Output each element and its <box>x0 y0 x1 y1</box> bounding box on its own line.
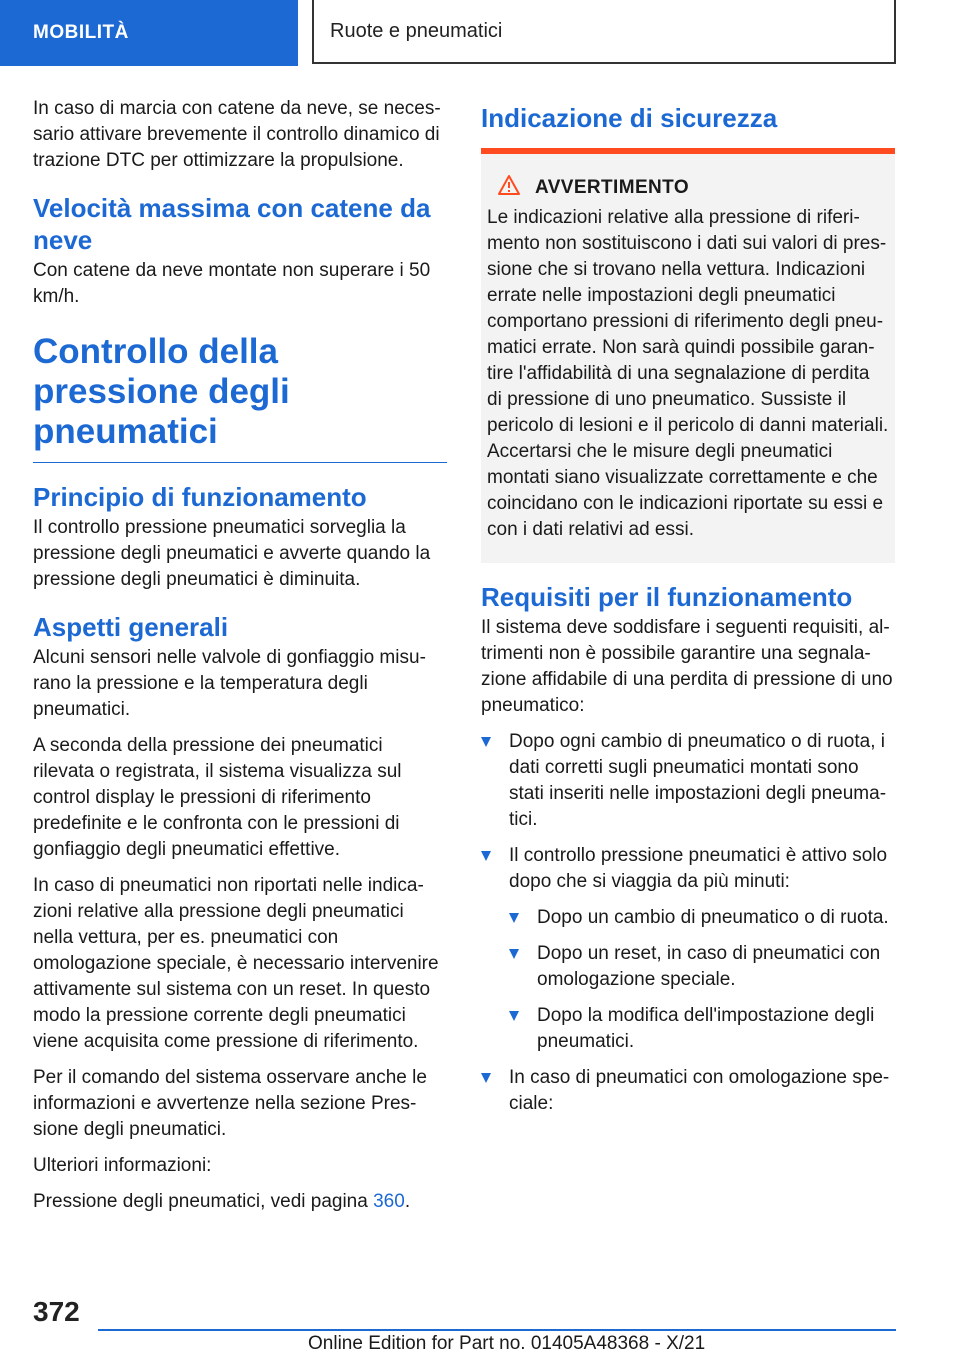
triangle-bullet-icon <box>509 913 519 923</box>
principle-paragraph: Il controllo pressione pneumatici sorveglia la pressione degli pneumatici e avverte quando la pressione degli pneumatici è diminuita. <box>33 517 431 590</box>
sub-list-item <box>509 905 895 931</box>
list-item-text: In caso di pneumatici con omologazione speciale: <box>509 1067 890 1114</box>
requirements-list <box>481 729 895 1117</box>
general-paragraph-2: A seconda della pressione dei pneumatici rilevata o registrata, il sistema visualizza sul control display le pressioni di riferimento predefinite e le confronta con le pressioni di gonfiaggio degli pneumatici effettive. <box>33 735 402 860</box>
reference-prefix: Pressione degli pneumatici, vedi pagina <box>33 1191 374 1212</box>
heading-general: Aspetti generali <box>33 612 229 642</box>
list-item <box>481 843 895 1055</box>
intro-paragraph: In caso di marcia con catene da neve, se necessario attivare brevemente il controllo dinamico di trazione DTC per ottimizzare la propulsione. <box>33 98 441 171</box>
heading-principle: Principio di funzionamento <box>33 482 367 512</box>
triangle-bullet-icon <box>481 1073 491 1083</box>
warning-box <box>481 148 895 563</box>
sub-list-item-text: Dopo la modifica dell'impostazione degli pneumatici. <box>537 1005 875 1052</box>
sub-list-item <box>509 1003 895 1055</box>
triangle-bullet-icon <box>509 1011 519 1021</box>
warning-text: Le indicazioni relative alla pressione di riferimento non sostituiscono i dati sui valori di pressione che si trovano nella vettura. Indicazioni errate nelle impostazioni degli pneumatici comportano pressioni di riferimento degli pneumatici errate. Non sarà quindi possibile garantire l'affidabilità di una segnalazione di perdita di pressione di uno pneumatico. Sussiste il pericolo di lesioni e il pericolo di danni materiali. Accertarsi che le misure degli pneumatici montati siano visualizzate correttamente e che coincidano con le indicazioni riportate su essi e con i dati relativi ad essi. <box>487 207 889 540</box>
heading-safety: Indicazione di sicurezza <box>481 103 778 133</box>
list-item-text: Dopo ogni cambio di pneumatico o di ruota, i dati corretti sugli pneumatici montati sono stati inseriti nelle impostazioni degli pneumatici. <box>509 731 887 830</box>
chapter-heading: Controllo della pressione degli pneumatici <box>33 332 447 463</box>
triangle-bullet-icon <box>509 949 519 959</box>
reference-paragraph <box>33 1189 447 1215</box>
more-info-label: Ulteriori informazioni: <box>33 1155 212 1176</box>
heading-max-speed: Velocità massima con catene da neve <box>33 193 431 255</box>
section-tab <box>0 0 298 66</box>
warning-title: AVVERTIMENTO <box>535 176 689 198</box>
section-title: MOBILITÀ <box>33 22 129 43</box>
general-paragraph-4: Per il comando del sistema osservare anche le informazioni e avvertenze nella sezione Pressione degli pneumatici. <box>33 1067 427 1140</box>
sub-list-item-text: Dopo un reset, in caso di pneumatici con omologazione speciale. <box>537 943 881 990</box>
footer-edition: Online Edition for Part no. 01405A48368 - X/21 <box>308 1333 706 1354</box>
max-speed-paragraph: Con catene da neve montate non superare i 50 km/h. <box>33 260 431 307</box>
list-item-text: Il controllo pressione pneumatici è attivo solo dopo che si viaggia da più minuti: <box>509 845 888 892</box>
footer-divider <box>98 1329 896 1331</box>
general-paragraph-3: In caso di pneumatici non riportati nelle indicazioni relative alla pressione degli pneumatici nella vettura, per es. pneumatici con omologazione speciale, è necessario intervenire attivamente sul sistema con un reset. In questo modo la pressione corrente degli pneumatici viene acquisita come pressione di riferimento. <box>33 875 439 1052</box>
list-item <box>481 1065 895 1117</box>
chapter-tab <box>312 0 896 64</box>
warning-triangle-icon <box>487 174 535 201</box>
page-header <box>0 0 960 66</box>
left-column <box>33 96 447 1225</box>
triangle-bullet-icon <box>481 737 491 747</box>
triangle-bullet-icon <box>481 851 491 861</box>
sub-list-item <box>509 941 895 993</box>
page-number: 372 <box>33 1296 80 1327</box>
requirements-paragraph: Il sistema deve soddisfare i seguenti requisiti, altrimenti non è possibile garantire una segnalazione affidabile di una perdita di pressione di uno pneumatico: <box>481 617 893 716</box>
warning-header <box>487 174 889 201</box>
right-column <box>481 96 895 1127</box>
heading-requirements: Requisiti per il funzionamento <box>481 582 853 612</box>
sub-list <box>509 905 895 1055</box>
page-reference-link[interactable]: 360 <box>373 1191 405 1212</box>
reference-suffix: . <box>404 1191 411 1212</box>
list-item <box>481 729 895 833</box>
sub-list-item-text: Dopo un cambio di pneumatico o di ruota. <box>537 907 889 928</box>
general-paragraph-1: Alcuni sensori nelle valvole di gonfiaggio misurano la pressione e la temperatura degli pneumatici. <box>33 647 426 720</box>
chapter-title: Ruote e pneumatici <box>330 19 503 42</box>
